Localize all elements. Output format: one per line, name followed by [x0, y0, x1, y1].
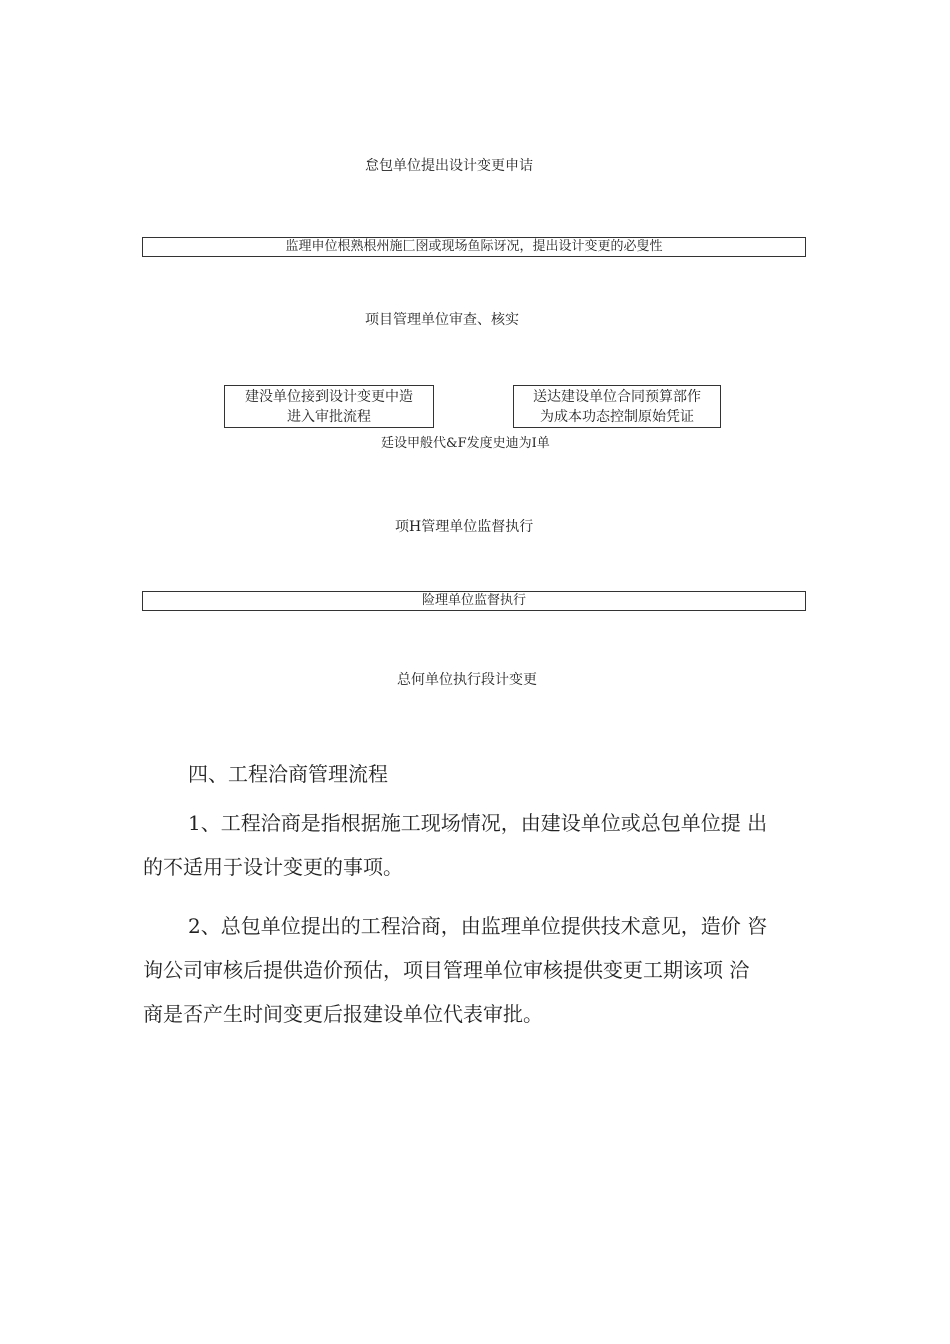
flow-step-contractor-execute: 总何单位执行段计变更 — [397, 672, 537, 688]
paragraph-2-line-2: 询公司审核后提供造价预估，项目管理单位审核提供变更工期该项 洽 — [143, 958, 750, 982]
flow-step-project-management-review: 项目管理单位审查、核实 — [365, 312, 519, 328]
flow-step-project-supervise: 项H管理单位监督执行 — [395, 519, 534, 535]
paragraph-1-line-1: 1、工程洽商是指根据施工现场情况，由建设单位或总包单位提 出 — [188, 811, 768, 835]
paragraph-2-line-1: 2、总包单位提出的工程洽商，由监理单位提供技术意见，造价 咨 — [188, 914, 768, 938]
section-heading: 四、工程洽商管理流程 — [188, 762, 388, 786]
paragraph-1-line-2: 的不适用于设计变更的事项。 — [143, 855, 403, 879]
paragraph-1 — [143, 801, 810, 889]
flow-box-supervision-execute: 险理单位监督执行 — [142, 591, 806, 611]
paragraph-2 — [143, 904, 810, 1036]
flow-box-budget-department-line2: 为成本功态控制原始凭证 — [540, 409, 694, 425]
flow-box-owner-approval — [224, 385, 434, 428]
paragraph-2-line-3: 商是否产生时间变更后报建设单位代表审批。 — [143, 1002, 543, 1026]
flow-step-owner-representative: 廷设甲般代&F发度史迪为I单 — [381, 436, 550, 451]
flow-step-general-contractor-request: 怠包单位提出设计变更申诘 — [365, 158, 533, 174]
flow-box-supervision-review: 监理申位根熟根州施匚囹或现场鱼际讶况，提出设计变更的必叟性 — [142, 237, 806, 257]
flow-box-owner-approval-line2: 进入审批流程 — [287, 409, 371, 425]
flow-box-owner-approval-line1: 建没单位接到设计变更中造 — [245, 389, 413, 405]
flow-box-budget-department — [513, 385, 721, 428]
flow-box-budget-department-line1: 送达建设单位合同预算部作 — [533, 389, 701, 405]
